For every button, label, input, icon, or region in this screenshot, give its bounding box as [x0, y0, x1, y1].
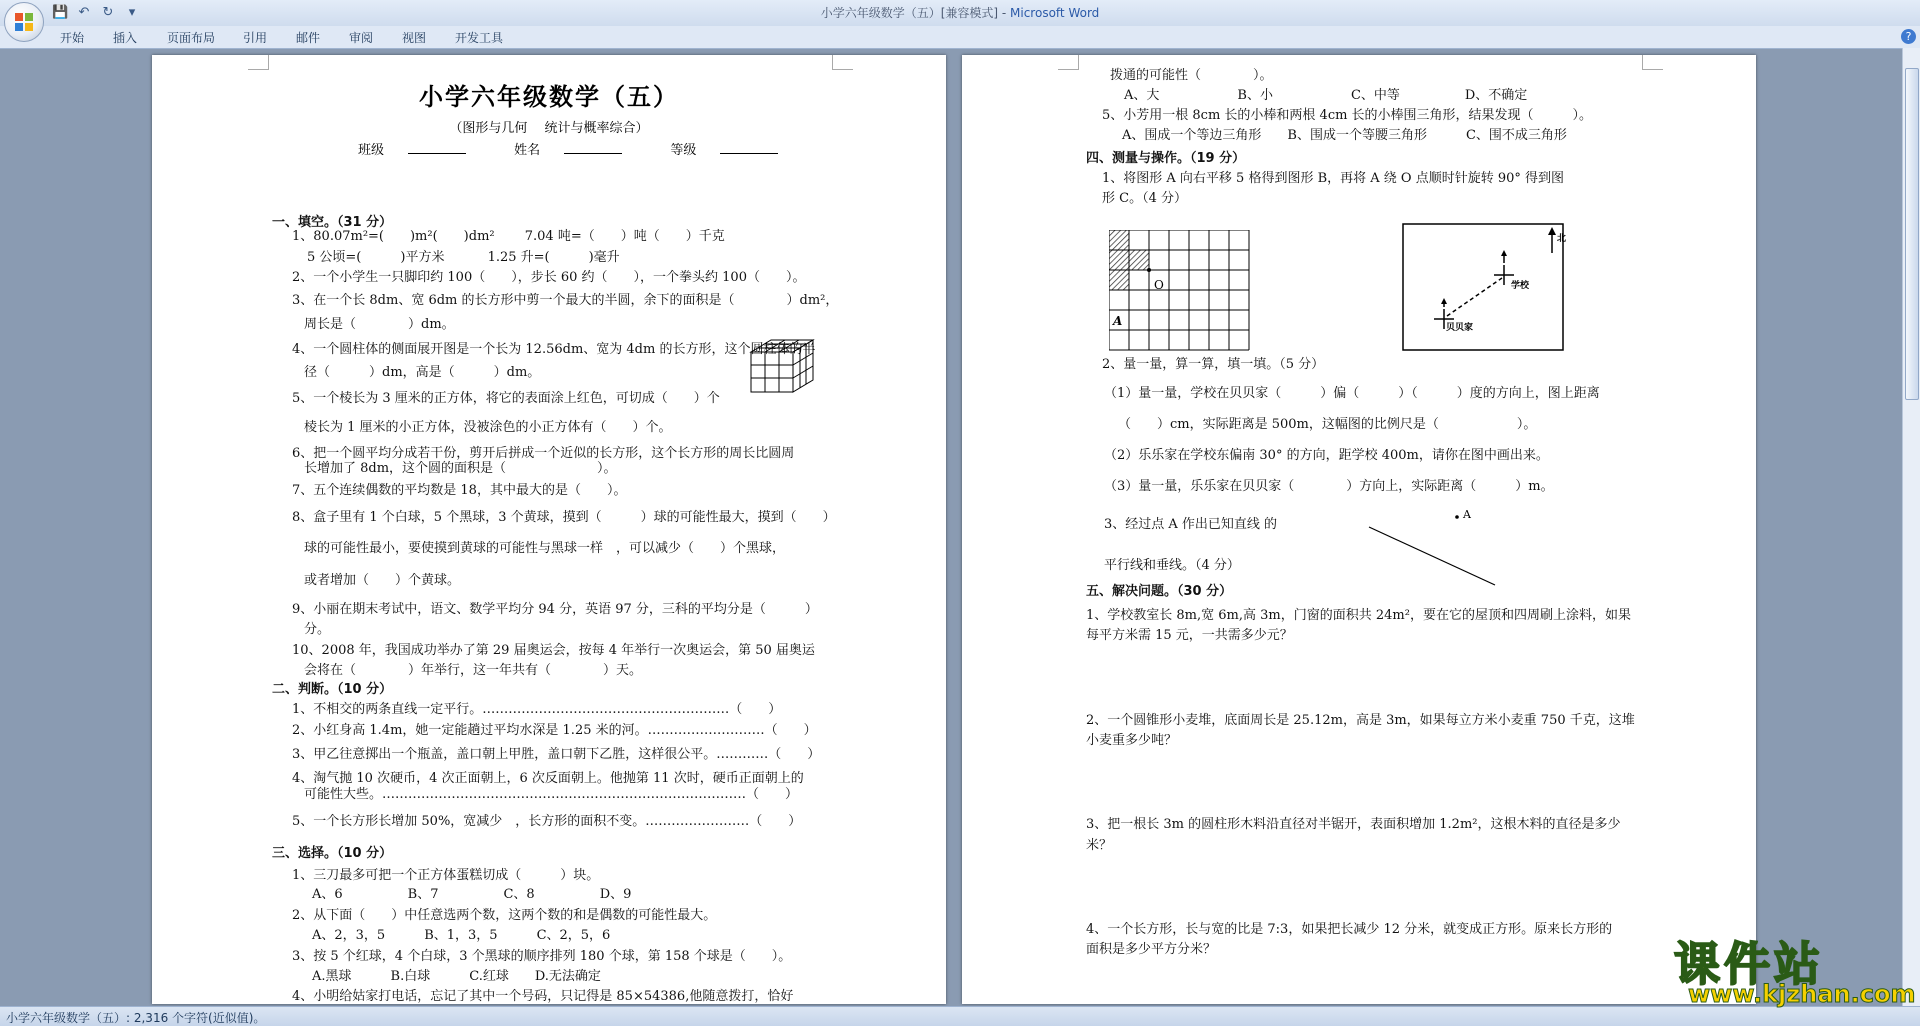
section-heading: 二、判断。（10 分） [272, 682, 393, 697]
window-title-app: Microsoft Word [1010, 6, 1100, 20]
customize-qat-icon[interactable]: ▾ [128, 5, 136, 20]
word-count[interactable]: 小学六年级数学（五）: 2,316 个字符(近似值)。 [6, 1011, 266, 1025]
document-line: 可能性大些。…………………………………………………………………………（ ） [304, 787, 799, 802]
given-line [1369, 527, 1495, 585]
tab-references[interactable]: 引用 [243, 31, 268, 45]
point-o-label: O [1154, 278, 1164, 292]
grid-figure [1109, 230, 1253, 354]
document-line: 4、一个长方形，长与宽的比是 7:3，如果把长减少 12 分米，就变成正方形。原来长方形的 [1086, 922, 1613, 937]
document-line: 2、一个小学生一只脚印约 100（ ），步长 60 约（ ），一个拳头约 100（ ）。 [292, 270, 806, 285]
section-heading: 一、填空。（31 分） [272, 215, 393, 230]
document-line: 1、学校教室长 8m,宽 6m,高 3m，门窗的面积共 24m²，要在它的屋顶和四周刷上涂料，如果 [1086, 608, 1631, 623]
office-button[interactable] [4, 2, 44, 42]
crop-mark [1058, 55, 1079, 70]
grade-label: 等级 [670, 143, 697, 158]
document-line: 会将在（ ）年举行，这一年共有（ ）天。 [304, 663, 643, 678]
help-icon[interactable]: ? [1901, 29, 1916, 44]
student-fields [358, 139, 822, 158]
document-line: 4、一个圆柱体的侧面展开图是一个长为 12.56dm、宽为 4dm 的长方形，这个圆柱体的半 [292, 342, 816, 357]
document-line: 9、小丽在期末考试中，语文、数学平均分 94 分，英语 97 分，三科的平均分是（ ） [292, 602, 818, 617]
name-blank[interactable] [564, 141, 622, 154]
page-subtitle: （图形与几何 统计与概率综合） [449, 121, 649, 136]
document-line: （ ）cm，实际距离是 500m，这幅图的比例尺是（ ）。 [1118, 417, 1537, 432]
school-label: 学校 [1511, 281, 1530, 291]
document-line: 或者增加（ ）个黄球。 [304, 573, 461, 588]
north-arrow-icon [1548, 227, 1556, 235]
document-line: 3、按 5 个红球，4 个白球，3 个黑球的顺序排列 180 个球，第 158 个球是（ ）。 [292, 949, 792, 964]
document-line: A、2，3，5 B、1，3，5 C、2，5，6 [312, 928, 611, 943]
document-line: 3、把一根长 3m 的圆柱形木料沿直径对半锯开，表面积增加 1.2m²，这根木料的直径是多少 [1086, 817, 1621, 832]
document-page-left[interactable] [152, 55, 946, 1004]
shape-a-hatch [1129, 250, 1149, 270]
document-line: 4、小明给姑家打电话，忘记了其中一个号码，只记得是 85×54386,他随意拨打，恰好 [292, 989, 794, 1004]
class-blank[interactable] [408, 141, 466, 154]
map-figure [1402, 223, 1582, 353]
north-label: 北 [1557, 234, 1567, 244]
school-home-line [1447, 278, 1502, 316]
document-line: 4、淘气抛 10 次硬币，4 次正面朝上，6 次反面朝上。他抛第 11 次时，硬币正面朝上的 [292, 771, 804, 786]
scrollbar-thumb[interactable] [1905, 68, 1919, 400]
document-line: 1、不相交的两条直线一定平行。…………………………………………………（ ） [292, 702, 782, 717]
document-line: 7、五个连续偶数的平均数是 18，其中最大的是（ ）。 [292, 483, 627, 498]
document-line: 2、量一量，算一算，填一填。（5 分） [1102, 357, 1325, 372]
document-line: 1、将图形 A 向右平移 5 格得到图形 B，再将 A 绕 O 点顺时针旋转 90° 得到图 [1102, 171, 1565, 186]
save-icon[interactable]: 💾 [52, 5, 69, 20]
tab-developer[interactable]: 开发工具 [455, 31, 504, 45]
document-line: 3、在一个长 8dm、宽 6dm 的长方形中剪一个最大的半圆，余下的面积是（ ）dm²， [292, 293, 839, 308]
shape-a-hatch [1109, 230, 1129, 290]
document-line: （2）乐乐家在学校东偏南 30° 的方向，距学校 400m，请你在图中画出来。 [1104, 448, 1549, 463]
home-label: 贝贝家 [1446, 323, 1474, 333]
shape-a-label: A [1113, 314, 1123, 328]
tab-page-layout[interactable]: 页面布局 [167, 31, 216, 45]
document-line: 面积是多少平方分米？ [1086, 942, 1217, 957]
tab-review[interactable]: 审阅 [349, 31, 374, 45]
grade-blank[interactable] [720, 141, 778, 154]
tab-insert[interactable]: 插入 [113, 31, 138, 45]
document-line: 3、经过点 A 作出已知直线 的 [1104, 517, 1278, 532]
document-line: 米？ [1086, 838, 1113, 853]
document-line: 球的可能性最小，要使摸到黄球的可能性与黑球一样 ，可以减少（ ）个黑球， [304, 541, 786, 556]
document-line: A.黑球 B.白球 C.红球 D.无法确定 [312, 969, 601, 984]
tab-mailings[interactable]: 邮件 [296, 31, 321, 45]
crop-mark [832, 55, 853, 70]
vertical-scrollbar[interactable] [1902, 48, 1920, 1006]
tab-home[interactable]: 开始 [60, 31, 85, 45]
document-line: 形 C。（4 分） [1102, 191, 1187, 206]
crop-mark [248, 55, 269, 70]
document-line: 3、甲乙往意掷出一个瓶盖，盖口朝上甲胜，盖口朝下乙胜，这样很公平。…………（ ） [292, 747, 821, 762]
document-line: 2、一个圆锥形小麦堆，底面周长是 25.12m，高是 3m，如果每立方米小麦重 750 千克，这堆 [1086, 713, 1635, 728]
page-title: 小学六年级数学（五） [419, 83, 679, 111]
watermark-cn: 课件站 [1674, 937, 1824, 991]
document-line: 2、小红身高 1.4m，她一定能趟过平均水深是 1.25 米的河。………………………（ ） [292, 723, 817, 738]
document-line: 5 公顷=( )平方米 1.25 升=( )毫升 [307, 250, 620, 265]
section-heading: 三、选择。（10 分） [272, 846, 393, 861]
document-line: 1、三刀最多可把一个正方体蛋糕切成（ ）块。 [292, 868, 600, 883]
section-heading: 五、解决问题。（30 分） [1086, 584, 1233, 599]
document-line: 5、一个棱长为 3 厘米的正方体，将它的表面涂上红色，可切成（ ）个 [292, 391, 720, 406]
document-line: 长增加了 8dm，这个圆的面积是（ ）。 [304, 461, 617, 476]
document-line: 周长是（ ）dm。 [304, 317, 455, 332]
document-line: 平行线和垂线。（4 分） [1104, 558, 1240, 573]
cube-illustration [749, 338, 827, 394]
document-line: 5、小芳用一根 8cm 长的小棒和两根 4cm 长的小棒围三角形，结果发现（ ）。 [1102, 108, 1593, 123]
window-title-doc: 小学六年级数学（五）[兼容模式] - [820, 6, 1011, 20]
window-title [0, 4, 1920, 21]
document-line: （1）量一量，学校在贝贝家（ ）偏（ ）（ ）度的方向上，图上距离 [1104, 386, 1600, 401]
document-line: A、大 B、小 C、中等 D、不确定 [1124, 88, 1528, 103]
undo-icon[interactable]: ↶ [78, 5, 90, 20]
document-line: 6、把一个圆平均分成若干份，剪开后拼成一个近似的长方形，这个长方形的周长比圆周 [292, 446, 795, 461]
document-line: A、围成一个等边三角形 B、围成一个等腰三角形 C、围不成三角形 [1122, 128, 1567, 143]
class-label: 班级 [358, 143, 385, 158]
document-line: 拨通的可能性（ ）。 [1110, 68, 1273, 83]
document-line: 2、从下面（ ）中任意选两个数，这两个数的和是偶数的可能性最大。 [292, 908, 717, 923]
section-heading: 四、测量与操作。（19 分） [1086, 151, 1246, 166]
document-line: 每平方米需 15 元，一共需多少元？ [1086, 628, 1293, 643]
title-bar [0, 0, 1920, 27]
ribbon-tabs [0, 26, 1920, 49]
document-line: （3）量一量，乐乐家在贝贝家（ ）方向上，实际距离（ ）m。 [1104, 479, 1554, 494]
name-label: 姓名 [514, 143, 541, 158]
redo-icon[interactable]: ↻ [102, 5, 114, 20]
tab-view[interactable]: 视图 [402, 31, 427, 45]
document-line: 10、2008 年，我国成功举办了第 29 届奥运会，按每 4 年举行一次奥运会，第 50 届奥运 [292, 643, 815, 658]
line-point-figure [1367, 505, 1507, 595]
watermark-url: www.kjzhan.com [1688, 980, 1916, 1008]
status-bar [0, 1006, 1920, 1026]
document-line: 8、盒子里有 1 个白球，5 个黑球，3 个黄球，摸到（ ）球的可能性最大，摸到（ ） [292, 510, 836, 525]
document-line: 1、80.07m²=( )m²( )dm² 7.04 吨=（ ）吨（ ）千克 [292, 229, 725, 244]
point-a-label: A [1463, 508, 1471, 521]
point-a [1455, 515, 1459, 519]
document-line: 5、一个长方形长增加 50%，宽减少 ，长方形的面积不变。……………………（ ） [292, 814, 802, 829]
office-logo-icon [14, 12, 34, 32]
document-line: 棱长为 1 厘米的小正方体，没被涂色的小正方体有（ ）个。 [304, 420, 672, 435]
document-line: A、6 B、7 C、8 D、9 [312, 887, 632, 902]
document-line: 小麦重多少吨？ [1086, 733, 1178, 748]
document-page-right[interactable] [962, 55, 1756, 1004]
point-o [1147, 268, 1151, 272]
crop-mark [1642, 55, 1663, 70]
document-line: 分。 [304, 622, 331, 637]
kjzhan-watermark-logo [1668, 928, 1918, 1008]
document-line: 径（ ）dm，高是（ ）dm。 [304, 365, 541, 380]
